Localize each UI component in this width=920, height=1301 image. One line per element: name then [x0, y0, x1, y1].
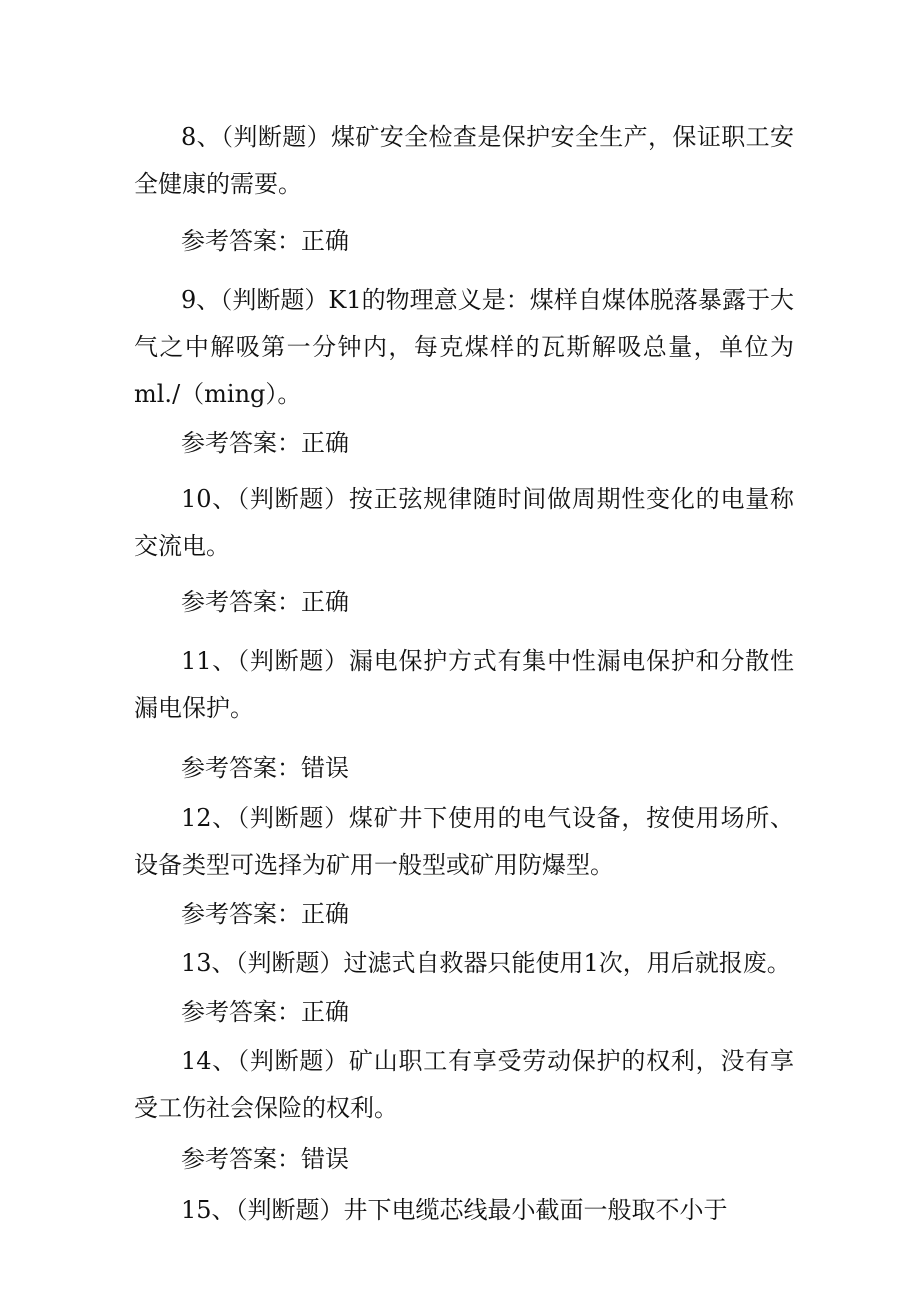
answer-14: 参考答案：错误: [181, 1145, 349, 1173]
question-14: 14、（判断题）矿山职工有享受劳动保护的权利，没有享受工伤社会保险的权利。: [134, 1047, 794, 1122]
answer-11: 参考答案：错误: [181, 754, 349, 782]
question-12: 12、（判断题）煤矿井下使用的电气设备，按使用场所、设备类型可选择为矿用一般型或矿用防爆型。: [134, 804, 794, 879]
answer-8: 参考答案：正确: [181, 227, 349, 255]
answer-9: 参考答案：正确: [181, 429, 349, 457]
answer-12: 参考答案：正确: [181, 900, 349, 928]
question-15: 15、（判断题）井下电缆芯线最小截面一般取不小于: [181, 1196, 728, 1224]
answer-10: 参考答案：正确: [181, 588, 349, 616]
question-11: 11、（判断题）漏电保护方式有集中性漏电保护和分散性漏电保护。: [134, 647, 794, 722]
question-9: 9、（判断题）K1的物理意义是：煤样自煤体脱落暴露于大气之中解吸第一分钟内，每克煤样的瓦斯解吸总量，单位为ml./（ming）。: [134, 286, 794, 408]
answer-13: 参考答案：正确: [181, 998, 349, 1026]
question-list: [134, 114, 794, 1234]
question-13: 13、（判断题）过滤式自救器只能使用1次，用后就报废。: [181, 949, 791, 977]
question-8: 8、（判断题）煤矿安全检查是保护安全生产，保证职工安全健康的需要。: [134, 123, 794, 198]
question-10: 10、（判断题）按正弦规律随时间做周期性变化的电量称交流电。: [134, 485, 794, 560]
